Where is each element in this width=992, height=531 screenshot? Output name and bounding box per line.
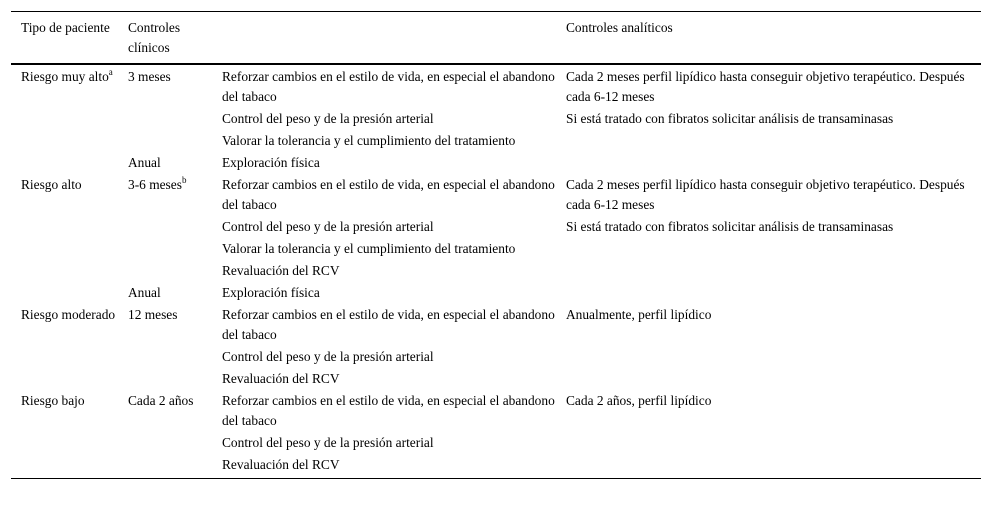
cell-period-text: Anual bbox=[128, 285, 161, 300]
cell-period-text: 3 meses bbox=[128, 69, 171, 84]
cell-patient-type bbox=[11, 152, 118, 174]
table-row bbox=[11, 282, 981, 304]
cell-patient-type bbox=[11, 64, 118, 108]
table-row bbox=[11, 174, 981, 216]
cell-period bbox=[118, 304, 212, 346]
table-header-row bbox=[11, 12, 981, 65]
cell-period bbox=[118, 282, 212, 304]
cell-action: Reforzar cambios en el estilo de vida, en especial el abandono del tabaco bbox=[222, 69, 555, 104]
cell-analytic bbox=[556, 432, 981, 454]
cell-period bbox=[118, 130, 212, 152]
table-row bbox=[11, 346, 981, 368]
cell-patient-type bbox=[11, 346, 118, 368]
cell-patient-type bbox=[11, 390, 118, 432]
cell-analytic: Anualmente, perfil lipídico bbox=[566, 307, 712, 322]
cell-analytic: Cada 2 meses perfil lipídico hasta conseguir objetivo terapéutico. Después cada 6-12 meses bbox=[566, 177, 965, 212]
cell-action: Control del peso y de la presión arterial bbox=[222, 349, 434, 364]
header-patient-type: Tipo de paciente bbox=[11, 12, 118, 65]
cell-analytic bbox=[556, 368, 981, 390]
cell-patient-type bbox=[11, 108, 118, 130]
cell-period-text: Anual bbox=[128, 155, 161, 170]
cell-period bbox=[118, 260, 212, 282]
table-row bbox=[11, 304, 981, 346]
cell-period-text: Cada 2 años bbox=[128, 393, 194, 408]
cell-action: Exploración física bbox=[222, 285, 320, 300]
table-row bbox=[11, 238, 981, 260]
cell-analytic bbox=[556, 152, 981, 174]
cell-patient-type-text: Riesgo moderado bbox=[21, 307, 116, 322]
cell-period bbox=[118, 454, 212, 479]
cell-action: Exploración física bbox=[222, 155, 320, 170]
follow-up-table-container bbox=[11, 11, 981, 479]
cell-analytic: Si está tratado con fibratos solicitar análisis de transaminasas bbox=[566, 219, 894, 234]
cell-period bbox=[118, 432, 212, 454]
header-actions bbox=[212, 12, 556, 65]
follow-up-table bbox=[11, 11, 981, 479]
header-analytical-controls: Controles analíticos bbox=[556, 12, 981, 65]
cell-patient-type bbox=[11, 304, 118, 346]
cell-analytic: Cada 2 años, perfil lipídico bbox=[566, 393, 712, 408]
cell-action: Revaluación del RCV bbox=[222, 263, 340, 278]
cell-patient-type bbox=[11, 454, 118, 479]
cell-action: Revaluación del RCV bbox=[212, 454, 556, 479]
cell-patient-type-text: Riesgo muy alto bbox=[21, 69, 109, 84]
cell-patient-type-text: Riesgo bajo bbox=[21, 393, 85, 408]
cell-action: Revaluación del RCV bbox=[222, 371, 340, 386]
cell-patient-type bbox=[11, 130, 118, 152]
cell-analytic bbox=[556, 260, 981, 282]
cell-analytic: Cada 2 meses perfil lipídico hasta conseguir objetivo terapéutico. Después cada 6-12 meses bbox=[566, 69, 965, 104]
cell-analytic: Si está tratado con fibratos solicitar análisis de transaminasas bbox=[566, 111, 894, 126]
table-row bbox=[11, 152, 981, 174]
cell-period bbox=[118, 346, 212, 368]
cell-analytic bbox=[556, 346, 981, 368]
cell-action: Reforzar cambios en el estilo de vida, en especial el abandono del tabaco bbox=[222, 177, 555, 212]
cell-period bbox=[118, 108, 212, 130]
table-row bbox=[11, 432, 981, 454]
cell-period bbox=[118, 174, 212, 216]
table-row bbox=[11, 216, 981, 238]
table-row bbox=[11, 260, 981, 282]
footnote-marker: a bbox=[108, 67, 113, 77]
table-row bbox=[11, 454, 981, 479]
table-row bbox=[11, 64, 981, 108]
cell-action: Valorar la tolerancia y el cumplimiento del tratamiento bbox=[222, 133, 516, 148]
table-row bbox=[11, 390, 981, 432]
cell-analytic bbox=[556, 454, 981, 479]
cell-period bbox=[118, 368, 212, 390]
cell-action: Valorar la tolerancia y el cumplimiento del tratamiento bbox=[222, 241, 516, 256]
cell-analytic bbox=[556, 130, 981, 152]
footnote-marker: b bbox=[181, 175, 187, 185]
cell-patient-type bbox=[11, 216, 118, 238]
cell-action: Reforzar cambios en el estilo de vida, en especial el abandono del tabaco bbox=[222, 307, 555, 342]
table-row bbox=[11, 108, 981, 130]
cell-patient-type-text: Riesgo alto bbox=[21, 177, 82, 192]
cell-patient-type bbox=[11, 432, 118, 454]
table-body bbox=[11, 64, 981, 479]
cell-action: Control del peso y de la presión arterial bbox=[222, 111, 434, 126]
cell-period bbox=[118, 238, 212, 260]
cell-period bbox=[118, 216, 212, 238]
cell-patient-type bbox=[11, 174, 118, 216]
header-clinical-controls: Controles clínicos bbox=[118, 12, 212, 65]
cell-patient-type bbox=[11, 238, 118, 260]
cell-period-text: 3-6 meses bbox=[128, 177, 182, 192]
cell-period bbox=[118, 64, 212, 108]
cell-patient-type bbox=[11, 260, 118, 282]
cell-analytic bbox=[556, 282, 981, 304]
table-row bbox=[11, 130, 981, 152]
cell-period bbox=[118, 152, 212, 174]
cell-period bbox=[118, 390, 212, 432]
cell-patient-type bbox=[11, 282, 118, 304]
cell-patient-type bbox=[11, 368, 118, 390]
cell-period-text: 12 meses bbox=[128, 307, 178, 322]
cell-action: Control del peso y de la presión arterial bbox=[222, 435, 434, 450]
cell-analytic bbox=[556, 238, 981, 260]
cell-action: Reforzar cambios en el estilo de vida, en especial el abandono del tabaco bbox=[222, 393, 555, 428]
cell-action: Control del peso y de la presión arterial bbox=[222, 219, 434, 234]
table-row bbox=[11, 368, 981, 390]
